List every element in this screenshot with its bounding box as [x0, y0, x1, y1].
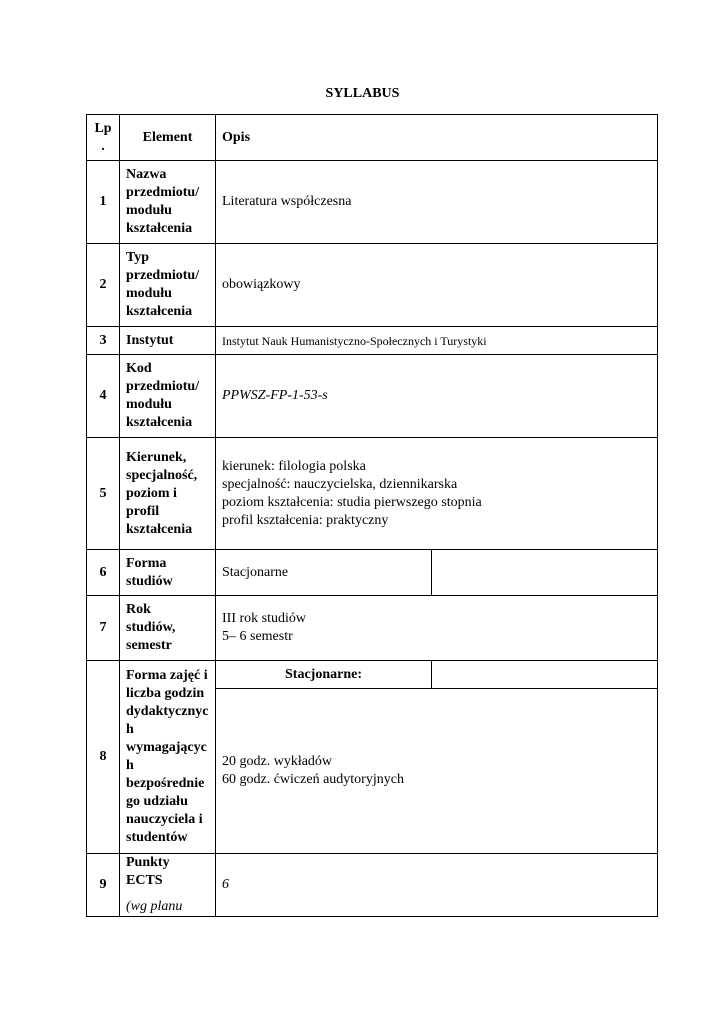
table-header-row [87, 115, 658, 161]
row-number: 8 [87, 661, 120, 854]
row-element: Rok studiów, semestr [120, 596, 216, 661]
table-row [87, 596, 658, 661]
row-number: 5 [87, 438, 120, 550]
row-element: Instytut [120, 327, 216, 355]
row-value: kierunek: filologia polska specjalność: nauczycielska, dziennikarska poziom kształcenia: studia pierwszego stopnia profil kształcenia: praktyczny [216, 438, 658, 550]
row-value: Literatura współczesna [216, 161, 658, 244]
row-value: 6 [216, 854, 658, 917]
table-row [87, 355, 658, 438]
subheader-stacjonarne: Stacjonarne: [216, 661, 432, 689]
row-element: Kod przedmiotu/ modułu kształcenia [120, 355, 216, 438]
row-number: 7 [87, 596, 120, 661]
row-number: 9 [87, 854, 120, 917]
table-row [87, 854, 658, 917]
table-row [87, 661, 658, 689]
row-number: 3 [87, 327, 120, 355]
row-element: Nazwa przedmiotu/ modułu kształcenia [120, 161, 216, 244]
syllabus-table [86, 114, 658, 917]
header-element: Element [120, 115, 216, 161]
row-number: 1 [87, 161, 120, 244]
table-row [87, 550, 658, 596]
row-number: 4 [87, 355, 120, 438]
empty-cell [432, 661, 658, 689]
row-value: obowiązkowy [216, 244, 658, 327]
row-element: Punkty ECTS (wg planu [120, 854, 216, 917]
header-opis: Opis [216, 115, 658, 161]
table-row [87, 327, 658, 355]
table-row [87, 161, 658, 244]
row-element: Forma studiów [120, 550, 216, 596]
row-value: Stacjonarne [216, 550, 432, 596]
row-value: Instytut Nauk Humanistyczno-Społecznych i Turystyki [216, 327, 658, 355]
empty-cell [432, 550, 658, 596]
document-title: SYLLABUS [325, 86, 400, 101]
row-value: III rok studiów 5– 6 semestr [216, 596, 658, 661]
table-row [87, 438, 658, 550]
header-lp: Lp . [87, 115, 120, 161]
row-element: Kierunek, specjalność, poziom i profil kształcenia [120, 438, 216, 550]
table-row [87, 244, 658, 327]
row-number: 6 [87, 550, 120, 596]
row-value: 20 godz. wykładów 60 godz. ćwiczeń audytoryjnych [216, 689, 658, 854]
row-number: 2 [87, 244, 120, 327]
row-value: PPWSZ-FP-1-53-s [216, 355, 658, 438]
row-element: Forma zajęć i liczba godzin dydaktycznyc h wymagającyc h bezpośrednie go udziału nauczyciela i studentów [120, 661, 216, 854]
row-element: Typ przedmiotu/ modułu kształcenia [120, 244, 216, 327]
